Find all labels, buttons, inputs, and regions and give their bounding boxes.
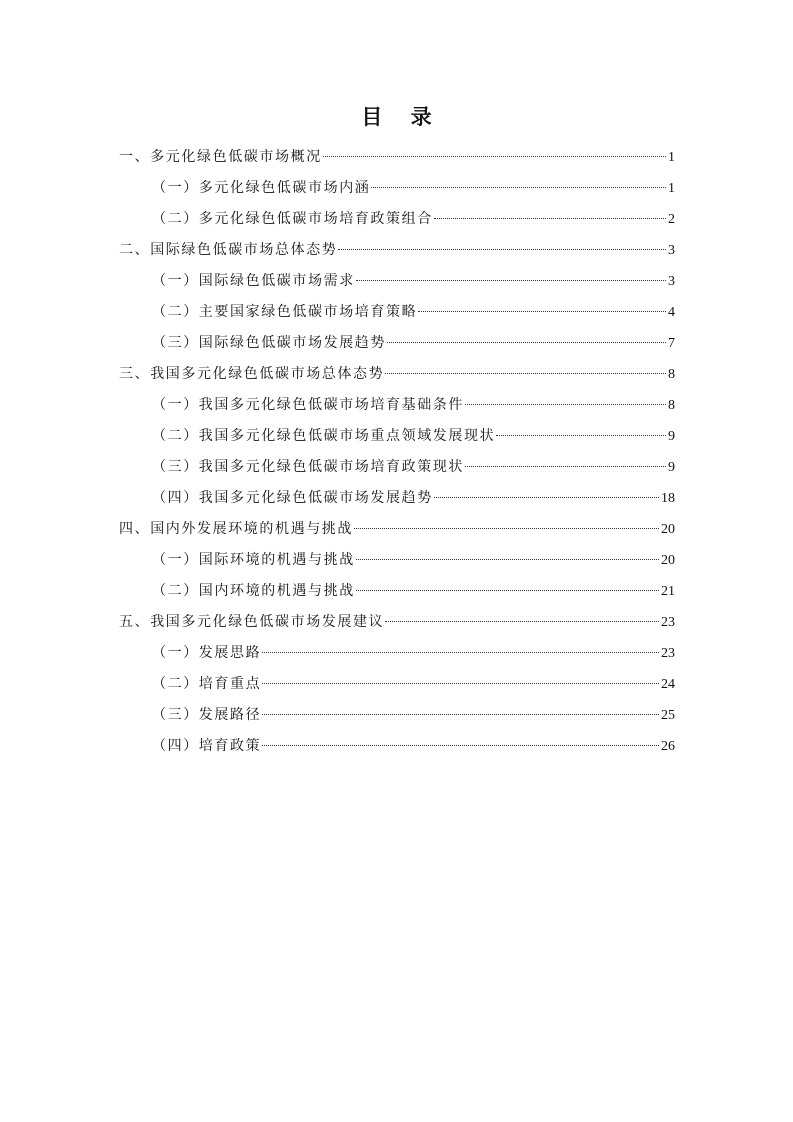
- toc-dot-leader: [434, 497, 659, 498]
- toc-entry-label: （二）我国多元化绿色低碳市场重点领域发展现状: [152, 428, 496, 444]
- toc-entry-label: （二）主要国家绿色低碳市场培育策略: [152, 304, 418, 320]
- toc-page-number: 20: [661, 522, 675, 537]
- toc-entry[interactable]: [119, 607, 675, 638]
- toc-entry[interactable]: [119, 514, 675, 545]
- toc-dot-leader: [385, 621, 659, 622]
- toc-entry-label: （一）多元化绿色低碳市场内涵: [152, 180, 371, 196]
- toc-dot-leader: [387, 342, 666, 343]
- toc-entry[interactable]: [119, 731, 675, 762]
- toc-entry-label: （三）发展路径: [152, 707, 262, 723]
- toc-entry[interactable]: [119, 452, 675, 483]
- toc-entry-label: （四）我国多元化绿色低碳市场发展趋势: [152, 490, 433, 506]
- toc-entry-label: （二）国内环境的机遇与挑战: [152, 583, 355, 599]
- toc-entry-label: 四、国内外发展环境的机遇与挑战: [119, 521, 353, 537]
- toc-page-number: 8: [668, 398, 675, 413]
- toc-entry[interactable]: [119, 173, 675, 204]
- toc-dot-leader: [354, 528, 659, 529]
- toc-entry[interactable]: [119, 390, 675, 421]
- toc-dot-leader: [385, 373, 666, 374]
- toc-entry-label: 三、我国多元化绿色低碳市场总体态势: [119, 366, 385, 382]
- toc-entry-label: 五、我国多元化绿色低碳市场发展建议: [119, 614, 385, 630]
- toc-page-number: 1: [668, 150, 675, 165]
- toc-entry-label: （二）培育重点: [152, 676, 262, 692]
- toc-entry-label: （一）发展思路: [152, 645, 262, 661]
- toc-page-number: 3: [668, 274, 675, 289]
- toc-dot-leader: [356, 559, 659, 560]
- table-of-contents: [119, 142, 675, 762]
- toc-page-number: 25: [661, 708, 675, 723]
- toc-page-number: 7: [668, 336, 675, 351]
- toc-entry[interactable]: [119, 204, 675, 235]
- toc-page-number: 23: [661, 615, 675, 630]
- toc-entry[interactable]: [119, 359, 675, 390]
- toc-page-number: 9: [668, 429, 675, 444]
- toc-page-number: 20: [661, 553, 675, 568]
- toc-dot-leader: [262, 714, 659, 715]
- toc-entry[interactable]: [119, 576, 675, 607]
- toc-entry-label: （一）我国多元化绿色低碳市场培育基础条件: [152, 397, 464, 413]
- toc-entry[interactable]: [119, 669, 675, 700]
- toc-page-number: 9: [668, 460, 675, 475]
- toc-entry-label: 二、国际绿色低碳市场总体态势: [119, 242, 338, 258]
- toc-dot-leader: [323, 156, 666, 157]
- toc-page-number: 23: [661, 646, 675, 661]
- toc-page-number: 24: [661, 677, 675, 692]
- toc-entry[interactable]: [119, 700, 675, 731]
- toc-entry-label: （一）国际绿色低碳市场需求: [152, 273, 355, 289]
- toc-dot-leader: [465, 404, 666, 405]
- toc-dot-leader: [356, 590, 659, 591]
- toc-entry[interactable]: [119, 638, 675, 669]
- toc-dot-leader: [434, 218, 666, 219]
- toc-entry[interactable]: [119, 235, 675, 266]
- toc-entry-label: （三）国际绿色低碳市场发展趋势: [152, 335, 386, 351]
- toc-entry-label: （四）培育政策: [152, 738, 262, 754]
- toc-page-number: 3: [668, 243, 675, 258]
- toc-dot-leader: [338, 249, 666, 250]
- toc-entry[interactable]: [119, 266, 675, 297]
- toc-page-number: 8: [668, 367, 675, 382]
- toc-entry[interactable]: [119, 483, 675, 514]
- toc-dot-leader: [371, 187, 666, 188]
- toc-entry[interactable]: [119, 545, 675, 576]
- toc-page-number: 4: [668, 305, 675, 320]
- toc-dot-leader: [262, 683, 659, 684]
- toc-page-number: 1: [668, 181, 675, 196]
- toc-entry[interactable]: [119, 421, 675, 452]
- toc-entry-label: （三）我国多元化绿色低碳市场培育政策现状: [152, 459, 464, 475]
- toc-entry[interactable]: [119, 142, 675, 173]
- toc-entry-label: （一）国际环境的机遇与挑战: [152, 552, 355, 568]
- toc-dot-leader: [262, 745, 659, 746]
- toc-entry-label: （二）多元化绿色低碳市场培育政策组合: [152, 211, 433, 227]
- toc-dot-leader: [262, 652, 659, 653]
- toc-dot-leader: [418, 311, 666, 312]
- toc-page-number: 18: [661, 491, 675, 506]
- toc-title: 目 录: [361, 105, 443, 129]
- toc-page-number: 26: [661, 739, 675, 754]
- toc-page-number: 2: [668, 212, 675, 227]
- toc-dot-leader: [356, 280, 666, 281]
- toc-page-number: 21: [661, 584, 675, 599]
- toc-entry-label: 一、多元化绿色低碳市场概况: [119, 149, 322, 165]
- toc-entry[interactable]: [119, 328, 675, 359]
- toc-entry[interactable]: [119, 297, 675, 328]
- toc-dot-leader: [496, 435, 666, 436]
- toc-dot-leader: [465, 466, 666, 467]
